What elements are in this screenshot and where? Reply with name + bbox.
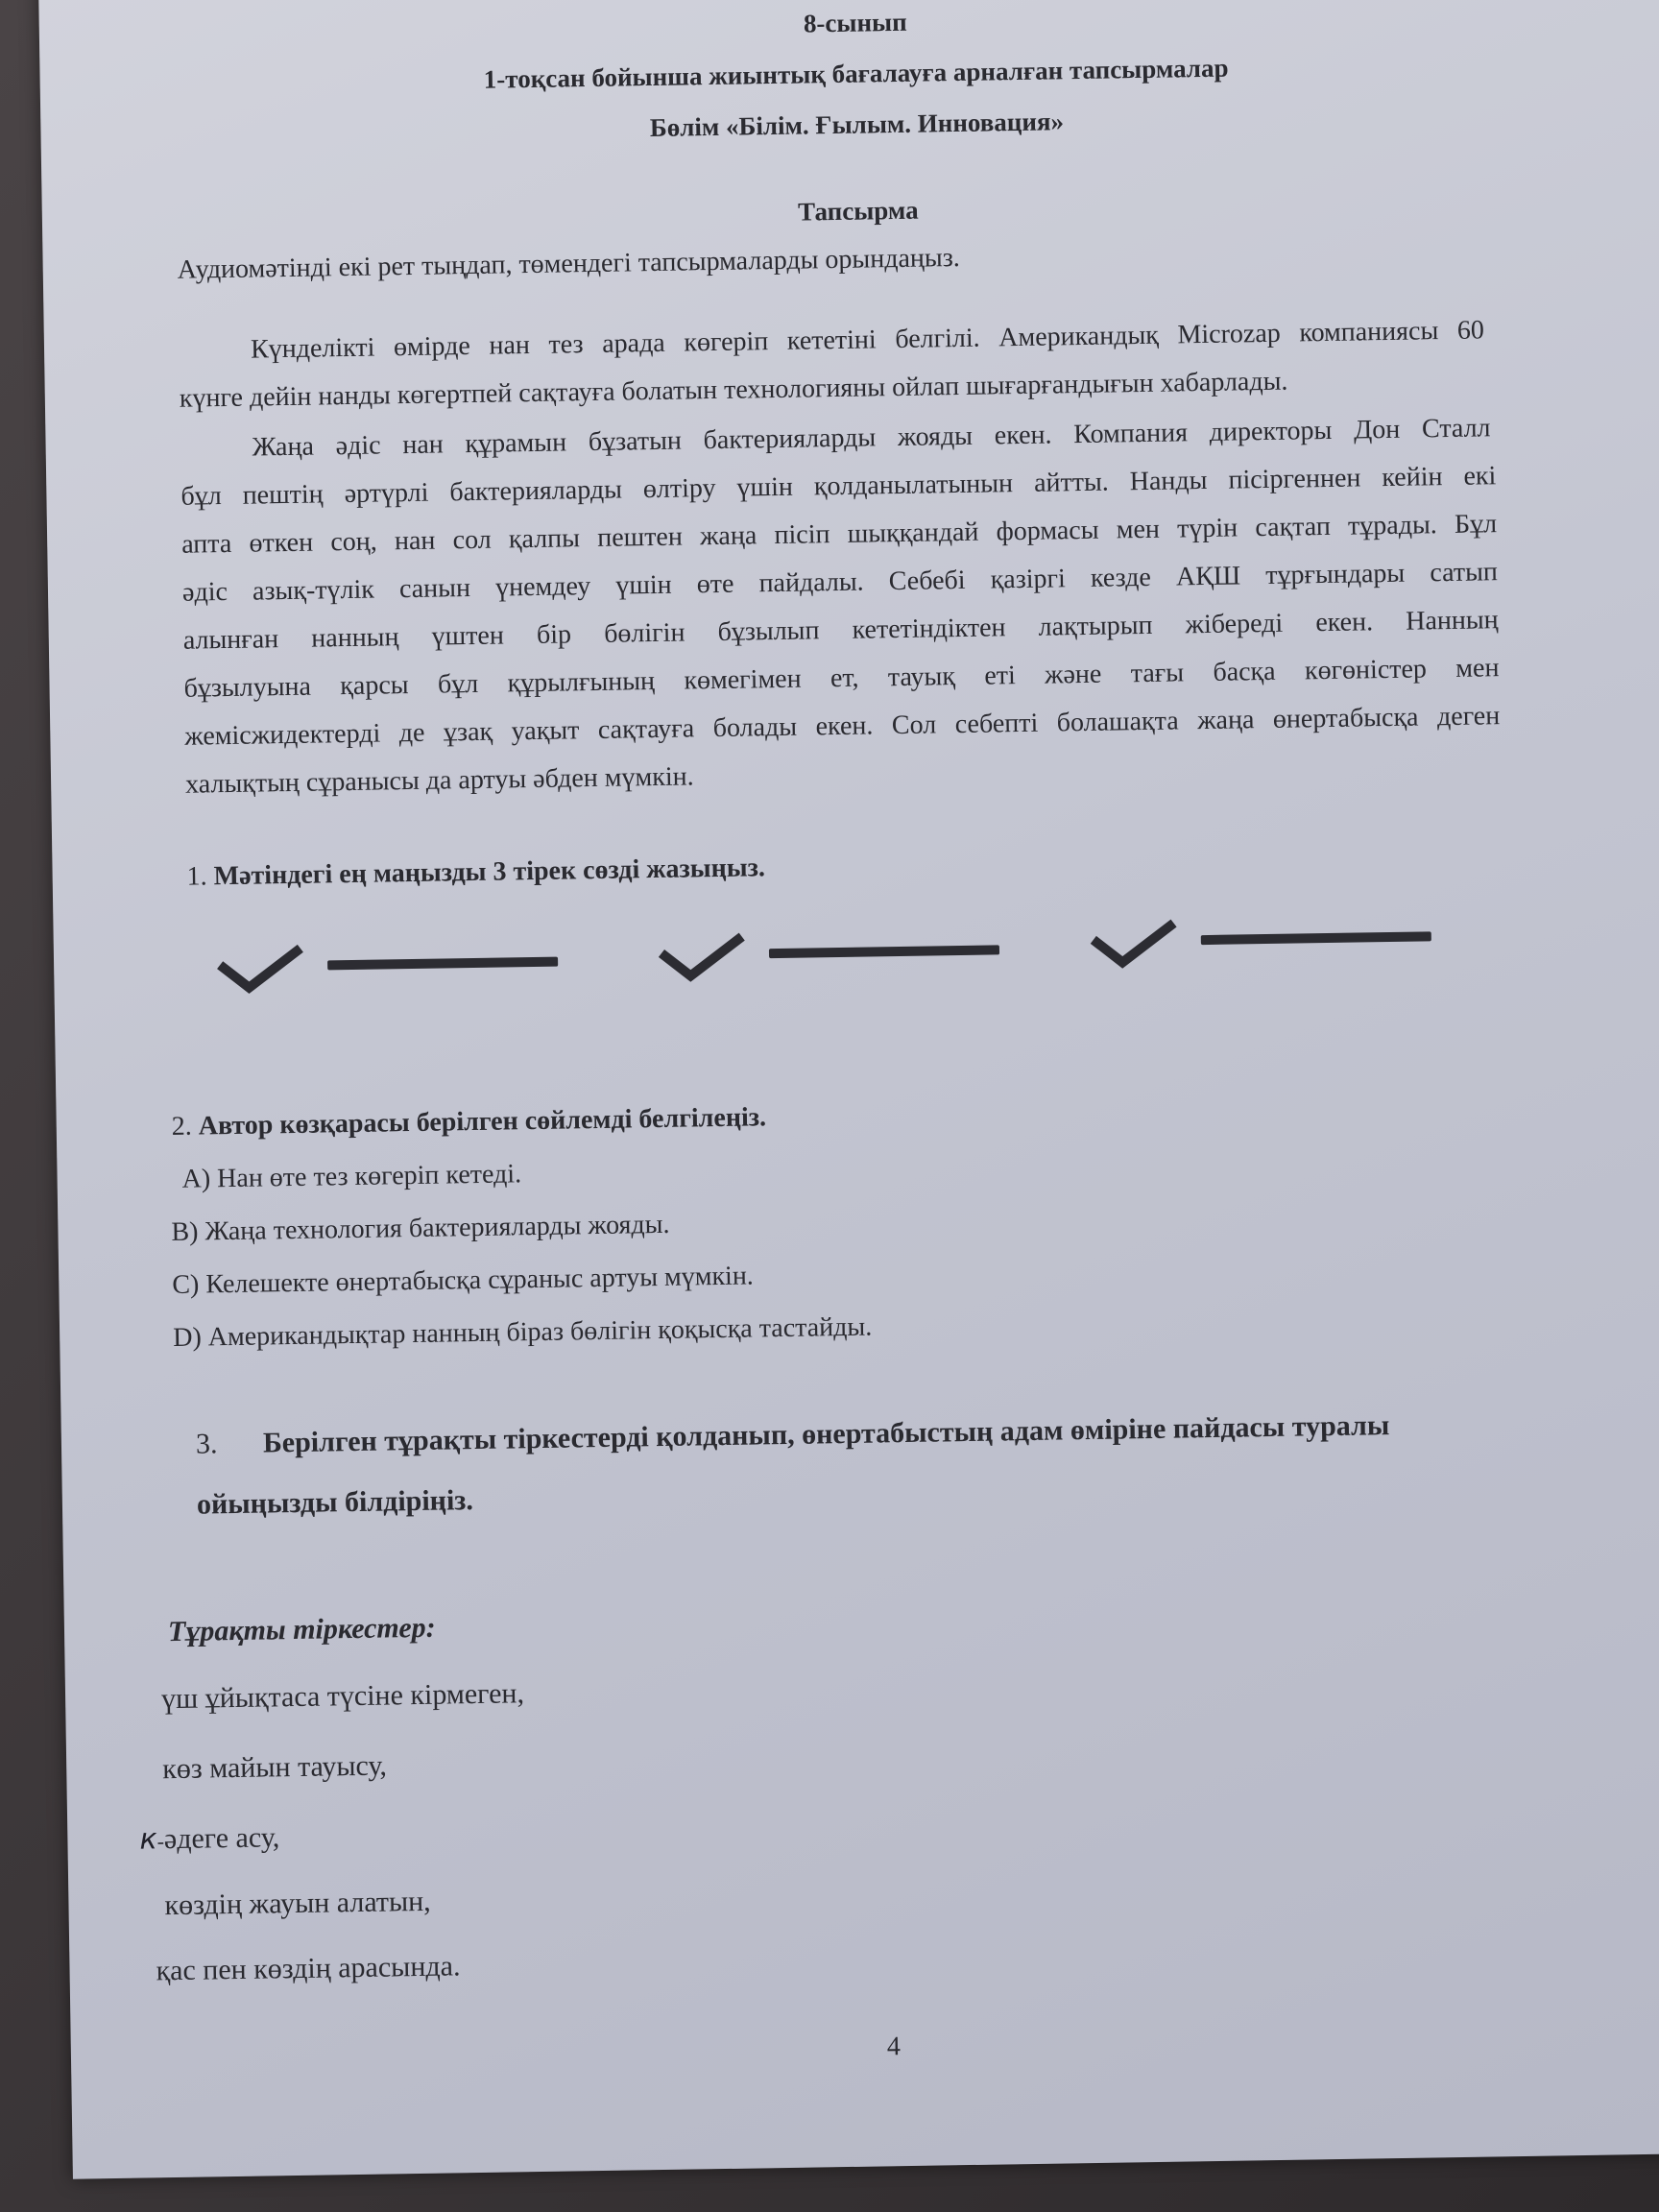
answer-slot-2 [654, 921, 1000, 984]
answer-slot-1 [212, 933, 559, 997]
section-heading: Бөлім «Білім. Ғылым. Инновация» [649, 107, 1065, 143]
question-1 [186, 853, 765, 892]
question-2-text: Автор көзқарасы берілген сөйлемді белгілеңіз. [198, 1102, 767, 1142]
page-number: 4 [886, 2032, 902, 2062]
option-b[interactable]: В) Жаңа технология бактерияларды жояды. [171, 1209, 670, 1247]
handwritten-letter: к [139, 1822, 157, 1857]
question-3-line-1: Берілген тұрақты тіркестерді қолданып, өнертабыстың адам өміріне пайдасы туралы [262, 1409, 1390, 1459]
phrase-item: әдеге асу, [163, 1821, 280, 1856]
text-line: күнге дейін нанды көгертпей сақтауға болатын технологияны ойлап шығарғандығын хабарлады. [179, 366, 1288, 414]
phrases-title: Тұрақты тіркестер: [167, 1611, 436, 1648]
task-heading: Тапсырма [797, 195, 919, 227]
question-3 [196, 1409, 1390, 1461]
answer-blank-3[interactable] [1201, 931, 1431, 945]
option-c[interactable]: С) Келешекте өнертабысқа сұраныс артуы мүмкін. [172, 1261, 755, 1300]
question-3-line-2: ойыңызды білдіріңіз. [196, 1484, 474, 1521]
checkmark-icon [654, 925, 751, 984]
text-line: Күнделікті өмірде нан тез арада көгеріп кететіні белгілі. Американдық Microzap компаниясы 60 [250, 315, 1485, 365]
phrase-item: қас пен көздің арасында. [156, 1950, 461, 1987]
grade-heading: 8-сынып [803, 7, 907, 38]
text-line: бұзылуына қарсы бұл құрылғының көмегімен ет, тауық еті және тағы басқа көгөністер мен [183, 653, 1500, 704]
text-line: апта өткен соң, нан сол қалпы пештен жаңа пісіп шыққандай формасы мен түрін сақтап тұрады. Бұл [180, 509, 1498, 560]
question-3-number: 3. [195, 1428, 218, 1460]
text-line: жемісжидектерді де ұзақ уақыт сақтауға болады екен. Сол себепті болашақта жаңа өнертабысқа деген [184, 701, 1501, 752]
phrase-item-row: к-әдеге асу, [139, 1821, 280, 1857]
checkmark-icon [212, 937, 309, 997]
document-title: 1-тоқсан бойынша жиынтық бағалауға арналған тапсырмалар [483, 53, 1229, 94]
question-2-number: 2. [171, 1111, 193, 1142]
checkmark-icon [1085, 911, 1182, 971]
task-instruction: Аудиомәтінді екі рет тыңдап, төмендегі тапсырмаларды орындаңыз. [177, 242, 960, 285]
text-line: әдіс азық-түлік санын үнемдеу үшін өте пайдалы. Себебі қазіргі кезде АҚШ тұрғындары сатып [181, 557, 1499, 608]
option-d[interactable]: D) Американдықтар нанның біраз бөлігін қоқысқа тастайды. [172, 1311, 873, 1353]
answer-blank-2[interactable] [769, 945, 999, 958]
phrase-item: үш ұйықтаса түсіне кірмеген, [160, 1677, 525, 1716]
document-page [38, 0, 1659, 2179]
question-1-text: Мәтіндегі ең маңызды 3 тірек сөзді жазыңыз. [213, 853, 766, 892]
paper-sheet [38, 0, 1659, 2179]
text-line: халықтың сұранысы да артуы әбден мүмкін. [184, 761, 694, 800]
phrase-item: көздің жауын алатын, [164, 1885, 431, 1922]
question-2 [172, 1102, 767, 1142]
text-line: алынған нанның үштен бір бөлігін бұзылып кететіндіктен лақтырып жібереді екен. Нанның [182, 605, 1499, 656]
option-a[interactable]: А) Нан өте тез көгеріп кетеді. [181, 1159, 522, 1194]
answer-slot-3 [1085, 907, 1431, 971]
text-line: бұл пештің әртүрлі бактерияларды өлтіру үшін қолданылатынын айтты. Нанды пісіргеннен кейін екі [180, 461, 1497, 512]
phrase-item: көз майын тауысу, [162, 1749, 388, 1786]
text-line: Жаңа әдіс нан құрамын бұзатын бактерияларды жояды екен. Компания директоры Дон Сталл [252, 413, 1491, 463]
answer-blank-1[interactable] [327, 957, 558, 971]
question-1-number: 1. [186, 861, 207, 892]
